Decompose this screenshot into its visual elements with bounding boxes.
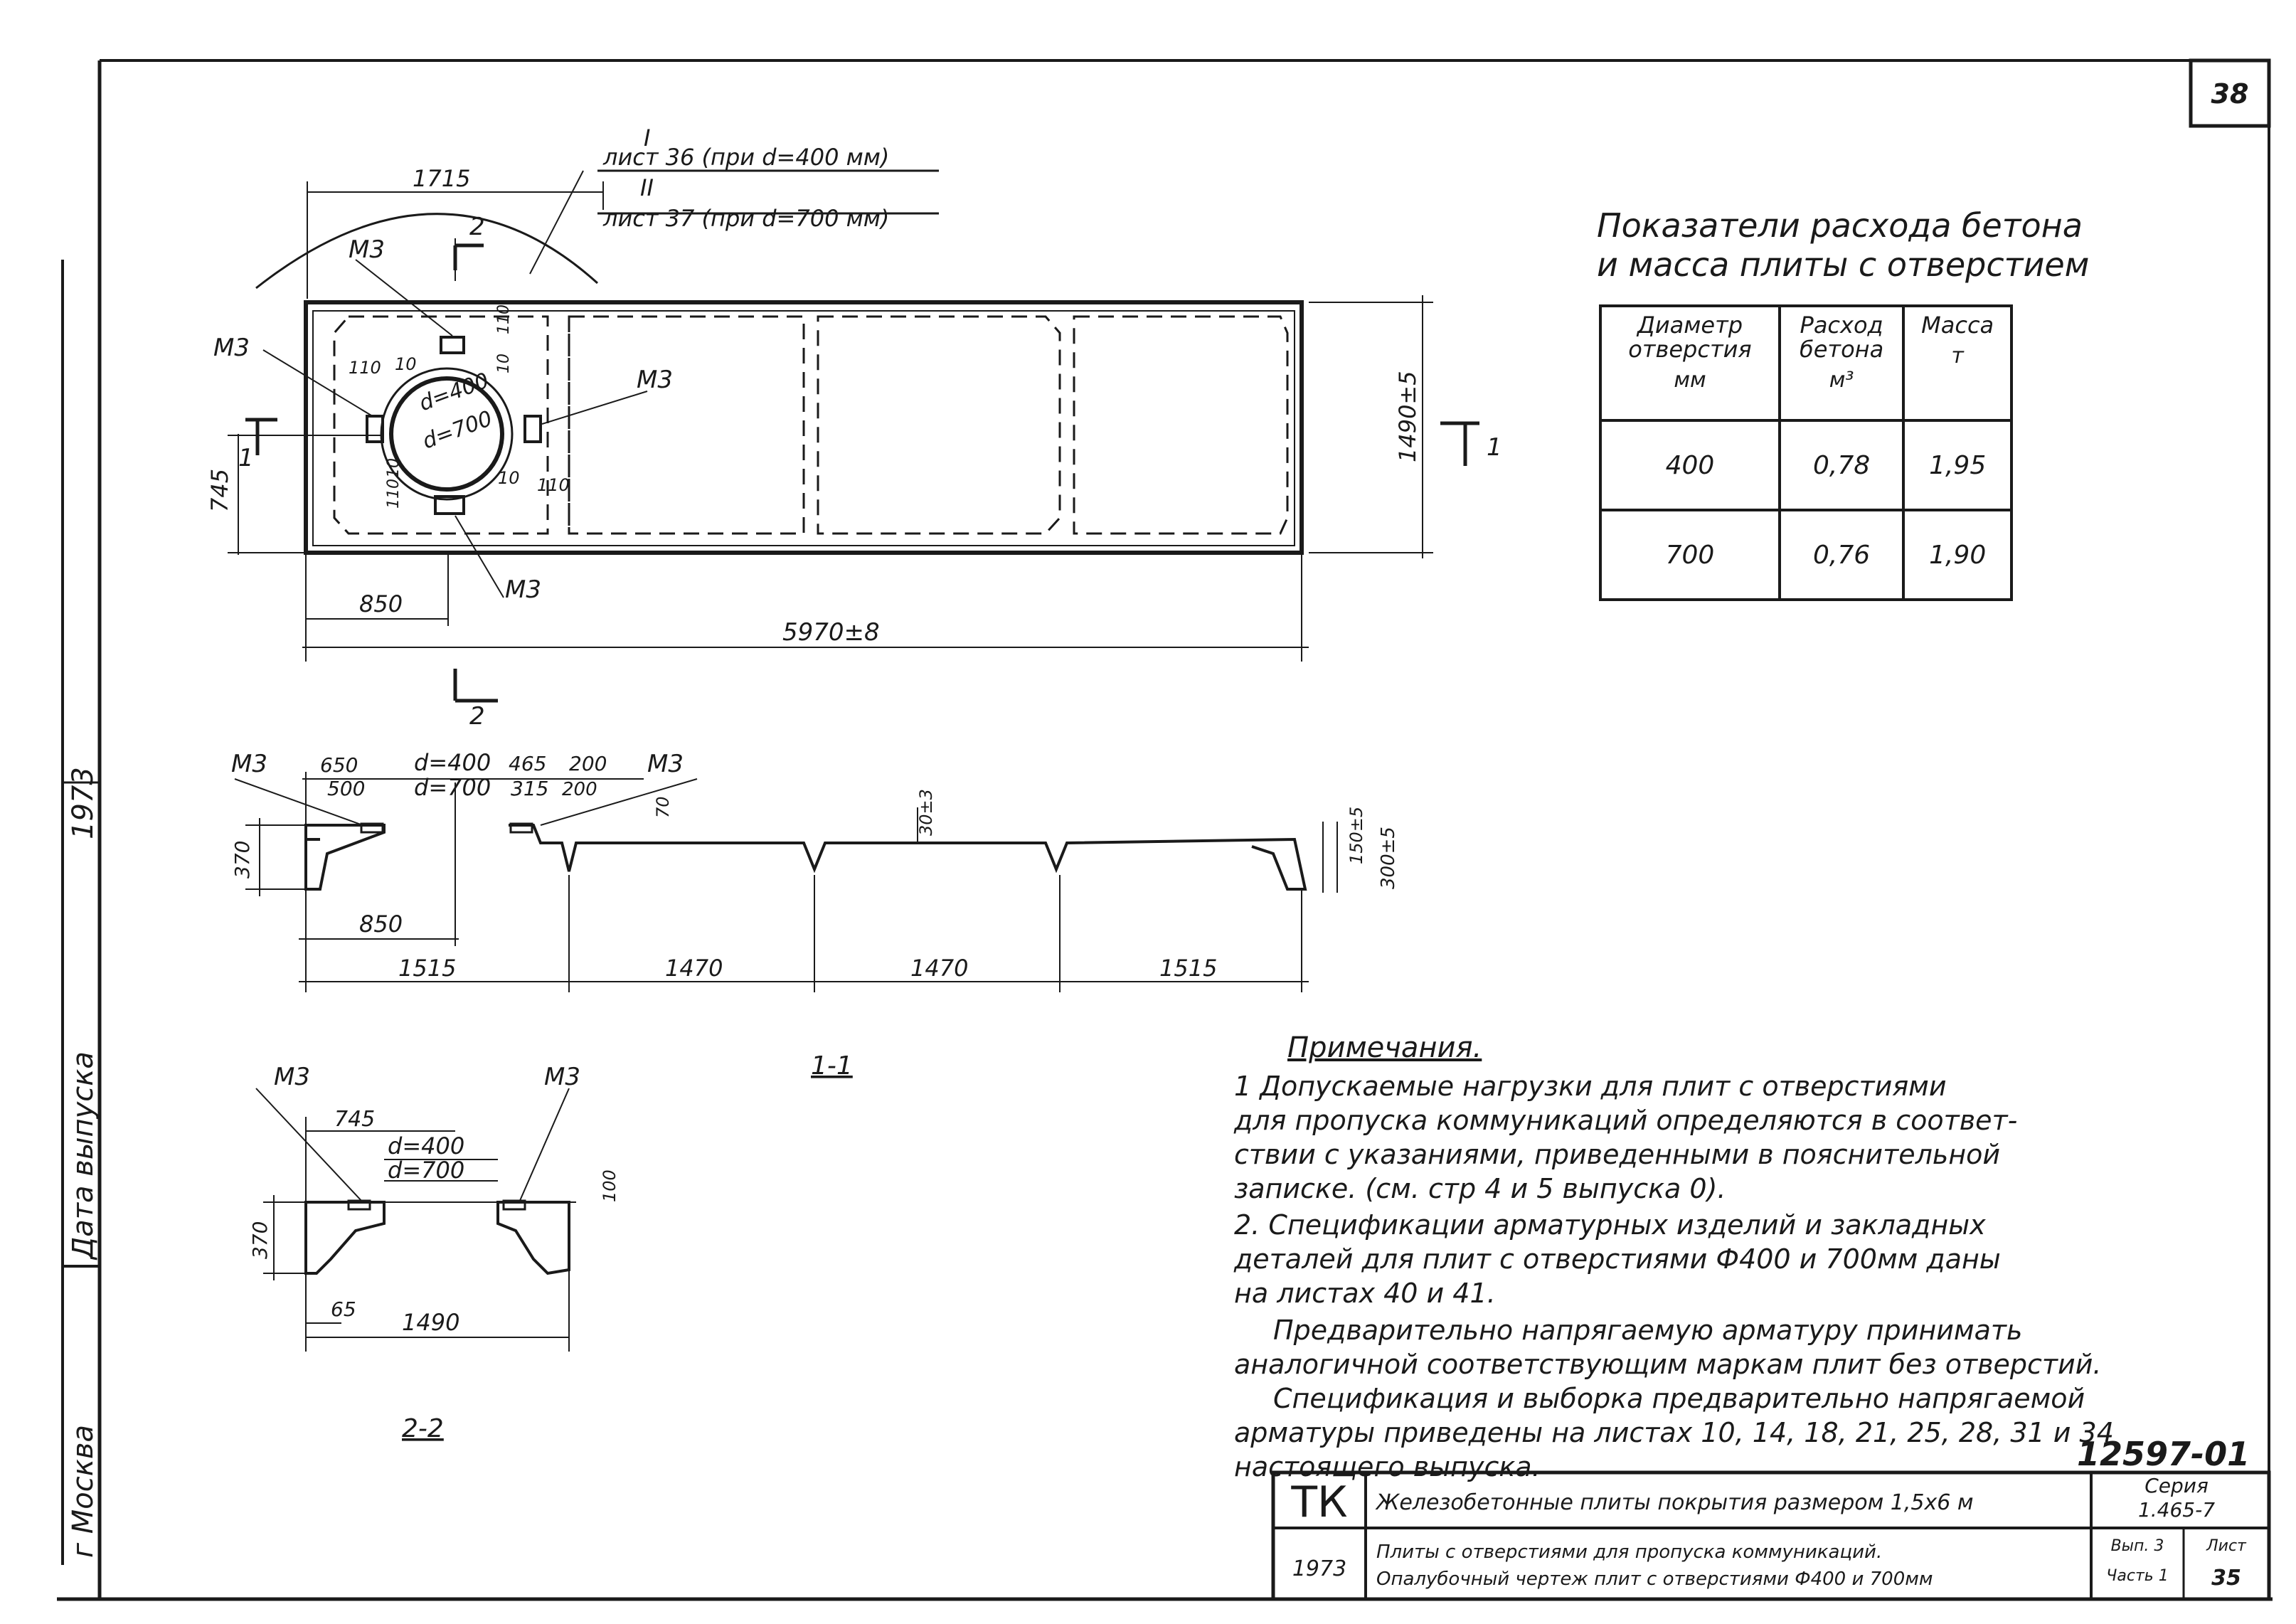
plan-dim-745: 745 (206, 468, 233, 512)
note-line: аналогичной соответствующим маркам плит без отверстий. (1234, 1349, 2102, 1380)
s22-dim-d400: d=400 (388, 1132, 465, 1159)
plan-m3-top: М3 (349, 235, 385, 264)
section-2-2-labels (248, 1063, 620, 1443)
table-cell: 700 (1600, 510, 1780, 600)
s11-m3-right: М3 (647, 750, 684, 778)
plan-section-1-right: 1 (1487, 433, 1502, 462)
table-cell: 1,90 (1903, 510, 2011, 600)
s22-dim-d700: d=700 (388, 1157, 465, 1184)
tb-series-value: 1.465-7 (2137, 1498, 2216, 1522)
plan-dim-width: 1490±5 (1394, 371, 1421, 462)
table-cell: 0,76 (1780, 510, 1903, 600)
tb-title-2: Плиты с отверстиями для пропуска коммуникаций. (1376, 1541, 1883, 1563)
plan-m3-left: М3 (213, 334, 250, 362)
plan-hole-d400: d=400 (415, 368, 493, 417)
s22-m3-right: М3 (544, 1063, 580, 1091)
table-cell: 400 (1600, 420, 1780, 510)
s11-dim-1470b: 1470 (910, 955, 969, 982)
s11-dim-150: 150±5 (1346, 806, 1366, 864)
conc-header-diameter: Диаметр отверстия мм (1600, 306, 1780, 420)
plan-section-1-left: 1 (238, 444, 254, 472)
plan-dim-110-right: 110 (537, 475, 570, 495)
s11-dim-200a: 200 (569, 752, 607, 775)
plan-dim-10-top: 10 (495, 354, 513, 373)
conc-title-2: и масса плиты с отверстием (1597, 245, 2090, 284)
side-city: г Москва (67, 1425, 100, 1558)
note-line: Предварительно напрягаемую арматуру принимать (1273, 1315, 2023, 1346)
plan-ref-I: I (644, 124, 651, 152)
note-line: на листах 40 и 41. (1234, 1278, 1496, 1309)
s11-dim-30: 30±3 (916, 789, 936, 836)
s11-dim-1515a: 1515 (398, 955, 457, 982)
s22-dim-65: 65 (331, 1297, 356, 1321)
tb-series-label: Серия (2144, 1474, 2209, 1497)
plan-hole-d700: d=700 (419, 405, 496, 455)
note-line: Спецификация и выборка предварительно напрягаемой (1273, 1383, 2085, 1414)
s11-dim-d700: d=700 (414, 774, 491, 801)
s11-dim-200b: 200 (562, 779, 597, 800)
s22-dim-745: 745 (334, 1107, 376, 1132)
concrete-table (1599, 304, 2013, 601)
sheet-number: 38 (2211, 78, 2249, 110)
side-year: 1973 (67, 767, 100, 839)
conc-header-row (1600, 306, 2011, 420)
tb-part: Часть 1 (2106, 1567, 2169, 1585)
plan-dim-10-left: 10 (395, 354, 417, 374)
conc-header-mass: Масса т (1903, 306, 2011, 420)
s11-dim-315: 315 (511, 777, 549, 800)
table-row (1600, 420, 2011, 510)
tb-issue: Вып. 3 (2110, 1537, 2164, 1555)
tb-year: 1973 (1292, 1556, 1347, 1581)
plan-ref-II: II (640, 174, 654, 201)
s22-dim-370: 370 (248, 1221, 272, 1259)
s22-dim-1490: 1490 (402, 1309, 460, 1336)
note-line: настоящего выпуска. (1234, 1451, 1541, 1482)
s11-dim-1515b: 1515 (1159, 955, 1218, 982)
s11-title: 1-1 (811, 1051, 853, 1081)
tb-title-1: Железобетонные плиты покрытия размером 1,5х6 м (1376, 1490, 1974, 1515)
plan-dim-10-right: 10 (498, 468, 520, 488)
s11-dim-70: 70 (653, 796, 673, 818)
tb-logo: ТК (1291, 1477, 1348, 1527)
plan-dim-10-bottom: 10 (385, 458, 403, 478)
title-block-text (1290, 1474, 2247, 1591)
s11-m3-left: М3 (231, 750, 267, 778)
note-line: 2. Спецификации арматурных изделий и закладных (1234, 1209, 1986, 1241)
side-date-label: Дата выпуска (67, 1051, 100, 1259)
plan-ref-I-text: лист 36 (при d=400 мм) (603, 144, 890, 171)
plan-view-labels (206, 124, 1502, 731)
table-cell: 1,95 (1903, 420, 2011, 510)
s11-dim-d400: d=400 (414, 749, 491, 776)
plan-section-2-top: 2 (469, 213, 485, 241)
plan-m3-right: М3 (637, 366, 673, 394)
tb-sheet-value: 35 (2211, 1566, 2241, 1591)
conc-header-consumption: Расход бетона м³ (1780, 306, 1903, 420)
plan-dim-length: 5970±8 (782, 618, 880, 647)
s22-title: 2-2 (402, 1414, 444, 1443)
note-line: 1 Допускаемые нагрузки для плит с отверстиями (1234, 1071, 1947, 1102)
s11-dim-370: 370 (230, 840, 254, 879)
s22-m3-left: М3 (274, 1063, 310, 1091)
plan-section-2-bottom: 2 (469, 702, 485, 731)
plan-m3-bottom: М3 (505, 575, 541, 604)
s22-dim-100: 100 (600, 1169, 620, 1202)
note-line: записке. (см. стр 4 и 5 выпуска 0). (1234, 1173, 1726, 1204)
conc-title-1: Показатели расхода бетона (1597, 206, 2083, 245)
s11-dim-650: 650 (320, 753, 358, 777)
s11-dim-300: 300±5 (1378, 827, 1399, 889)
table-row (1600, 510, 2011, 600)
plan-dim-110-bottom: 110 (385, 479, 403, 509)
plan-dim-850: 850 (359, 590, 403, 617)
note-line: для пропуска коммуникаций определяются в соответ- (1234, 1105, 2018, 1136)
plan-dim-110-top: 110 (495, 304, 513, 334)
note-line: деталей для плит с отверстиями Ф400 и 700мм даны (1234, 1243, 2001, 1275)
table-cell: 0,78 (1780, 420, 1903, 510)
drawing-code: 12597-01 (2077, 1435, 2250, 1473)
s11-dim-500: 500 (327, 777, 366, 800)
s11-dim-850: 850 (359, 911, 403, 938)
sheet-number-box (2191, 60, 2269, 126)
s11-dim-1470a: 1470 (665, 955, 723, 982)
plan-ref-II-text: лист 37 (при d=700 мм) (603, 205, 890, 232)
notes-title: Примечания. (1287, 1031, 1482, 1064)
plan-dim-top: 1715 (413, 165, 471, 192)
note-line: арматуры приведены на листах 10, 14, 18, 21, 25, 28, 31 и 34 (1234, 1417, 2114, 1448)
note-line: ствии с указаниями, приведенными в пояснительной (1234, 1139, 2001, 1170)
s11-dim-465: 465 (509, 752, 547, 775)
tb-sheet-label: Лист (2206, 1537, 2246, 1555)
plan-dim-110-left: 110 (349, 358, 381, 378)
tb-title-3: Опалубочный чертеж плит с отверстиями Ф400 и 700мм (1376, 1569, 1933, 1590)
